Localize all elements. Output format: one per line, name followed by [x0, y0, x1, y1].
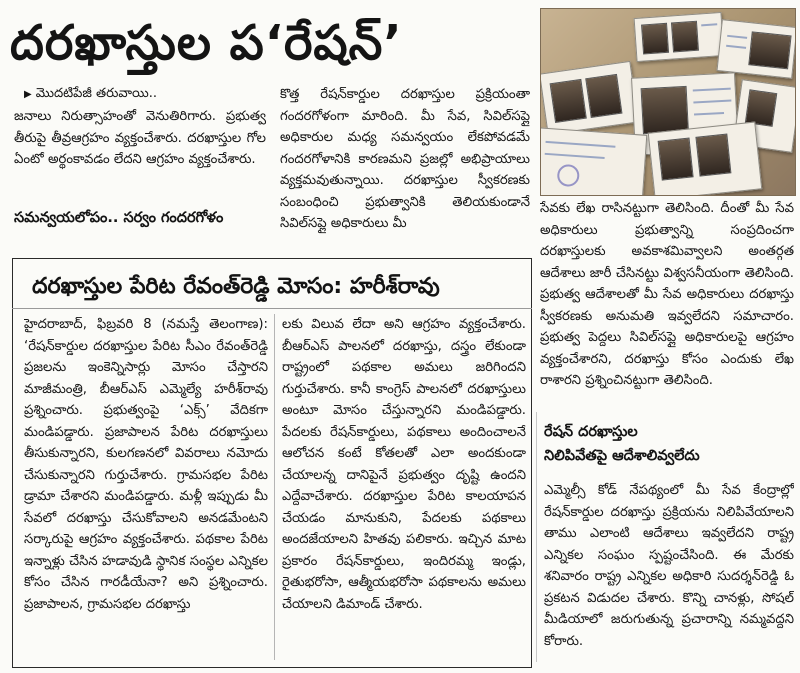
ration-card-image [716, 19, 796, 79]
divider [274, 314, 275, 660]
middle-paragraph: కొత్త రేషన్‌కార్డుల దరఖాస్తుల ప్రక్రియంతా గందరగోళంగా మారింది. మీ సేవ, సివిల్‌సప్లై అధికారుల మధ్య సమన్వయం లేకపోవడమే గందరగోళానికి కారణమని ప్రజల్లో అభిప్రాయాలు వ్యక్తమవుతున్నాయి. దరఖాస్తుల స్వీకరణకు సంబంధించి ప్రభుత్వానికి తెలియకుండానే సివిల్‌సప్లై అధికారులు మీ [280, 87, 530, 231]
sidebar-story-col1 [24, 314, 268, 662]
ration-card-image [540, 61, 639, 135]
ration-card-image [634, 12, 725, 62]
middle-column-text [280, 84, 530, 258]
left-column-text [14, 106, 266, 198]
jump-line-text: మొదటిపేజీ తరువాయి.. [35, 86, 157, 101]
right-column-text-1 [540, 198, 794, 418]
ration-cards-photo [540, 8, 796, 196]
ration-card-image [648, 122, 763, 196]
sidebar-story-text-2: లకు విలువ లేదా అని ఆగ్రహం వ్యక్తంచేశారు. బీఆర్‌ఎస్‌ పాలనలో దరఖాస్తు, దస్త్రం లేకుండా రాష్ట్రంలో పథకాల అమలు జరిగిందని గుర్తుచేశారు. కానీ కాంగ్రెస్‌ పాలనలో దరఖాస్తులు అంటూ మోసం చేస్తున్నారని మండిపడ్డారు. పేదలకు రేషన్‌కార్డులు, పథకాలు అందించాలనే ఆలోచన కంటే కోతలతో ఎలా అందకుండా చేయాలన్న దానిపైనే ప్రభుత్వం దృష్టి ఉందని ఎద్దేవాచేశారు. దరఖాస్తుల పేరిట కాలయాపన చేయడం మానుకుని, పేదలకు పథకాలు అందజేయాలని హితవు పలికారు. ఇచ్చిన మాట ప్రకారం రేషన్‌కార్డులు, ఇందిరమ్మ ఇండ్లు, రైతుభరోసా, ఆత్మీయభరోసా పథకాలను అమలు చేయాలని డిమాండ్‌ చేశారు. [282, 317, 526, 612]
headline: దరఖాస్తుల ప‘రేషన్‌’ [10, 15, 403, 71]
right-column-text-2 [544, 480, 794, 666]
right-paragraph-1: సేవకు లేఖ రాసినట్టుగా తెలిసింది. దీంతో మీ సేవ అధికారులు ప్రభుత్వాన్ని సంప్రదించగా దరఖాస్తులకు అవకాశమివ్వాలని అంతర్గత ఆదేశాలు జారీ చేసినట్టు విశ్వసనీయంగా తెలిసింది. ప్రభుత్వ ఆదేశాలతో మీ సేవ అధికారులు దరఖాస్తు స్వీకరణకు అనుమతి ఇవ్వలేదని సమాచారం. ప్రభుత్వ పెద్దలు సివిల్‌సప్లై అధికారులపై ఆగ్రహం వ్యక్తంచేశారని, దరఖాస్తు కోసం ఎందుకు లేఖ రాశారని ప్రశ్నించినట్టుగా తెలిసింది. [540, 201, 794, 388]
left-subheading: సమన్వయలోపం.. సర్వం గందరగోళం [14, 210, 224, 226]
sidebar-story-col2 [282, 314, 526, 662]
jump-line [24, 84, 274, 105]
right-triangle-icon: ▶ [24, 89, 32, 100]
divider [12, 308, 532, 309]
right-subheading-line1: రేషన్‌ దరఖాస్తుల [544, 424, 638, 440]
sidebar-story-title: దరఖాస్తుల పేరిట రేవంత్‌రెడ్డి మోసం: హరీశ్‌రావు [32, 274, 440, 299]
sidebar-story-text-1: హైదరాబాద్‌, ఫిబ్రవరి 8 (నమస్తే తెలంగాణ): ‘రేషన్‌కార్డుల దరఖాస్తుల పేరిట సీఎం రేవంత్‌రెడ్డి ప్రజలను ఇంకెన్నిసార్లు మోసం చేస్తారని మాజీమంత్రి, బీఆర్‌ఎస్‌ ఎమ్మెల్యే హరీశ్‌రావు ప్రశ్నించారు. ప్రభుత్వంపై ‘ఎక్స్‌’ వేదికగా మండిపడ్డారు. ప్రజాపాలన పేరిట దరఖాస్తులు తీసుకున్నారని, కులగణనలో వివరాలు నమోదు చేసుకున్నారని గుర్తుచేశారు. గ్రామసభల పేరిట డ్రామా చేశారని మండిపడ్డారు. మళ్లీ ఇప్పుడు మీ సేవలో దరఖాస్తు చేసుకోవాలని అనడమేంటని సర్కారుపై ఆగ్రహం వ్యక్తంచేశారు. పథకాల పేరిట ఇన్నాళ్లు చేసిన హడావుడి స్థానిక సంస్థల ఎన్నికల కోసం చేసిన గారడీయేనా? అని ప్రశ్నించారు. ప్రజాపాలన, గ్రామసభల దరఖాస్తు [24, 317, 268, 612]
right-paragraph-2: ఎమ్మెల్సీ కోడ్‌ నేపథ్యంలో మీ సేవ కేంద్రాల్లో రేషన్‌కార్డుల దరఖాస్తు ప్రక్రియను నిలిపివేయాలని తాము ఎలాంటి ఆదేశాలు ఇవ్వలేదని రాష్ట్ర ఎన్నికల సంఘం స్పష్టంచేసింది. ఈ మేరకు శనివారం రాష్ట్ర ఎన్నికల అధికారి సుదర్శన్‌రెడ్డి ఓ ప్రకటన విడుదల చేశారు. కొన్ని చానళ్లు, సోషల్‌ మీడియాలో జరుగుతున్న ప్రచారాన్ని నమ్మవద్దని కోరారు. [544, 483, 794, 649]
divider [536, 412, 537, 662]
right-subheading-line2: నిలిపివేతపై ఆదేశాలివ్వలేదు [544, 448, 700, 464]
left-paragraph: జనాలు నిరుత్సాహంతో వెనుతిరిగారు. ప్రభుత్వ తీరుపై తీవ్రఆగ్రహం వ్యక్తంచేశారు. దరఖాస్తుల గోల ఏంటో అర్థంకావడం లేదని ఆగ్రహం వ్యక్తంచేశారు. [14, 109, 266, 167]
ration-card-image [540, 127, 647, 196]
